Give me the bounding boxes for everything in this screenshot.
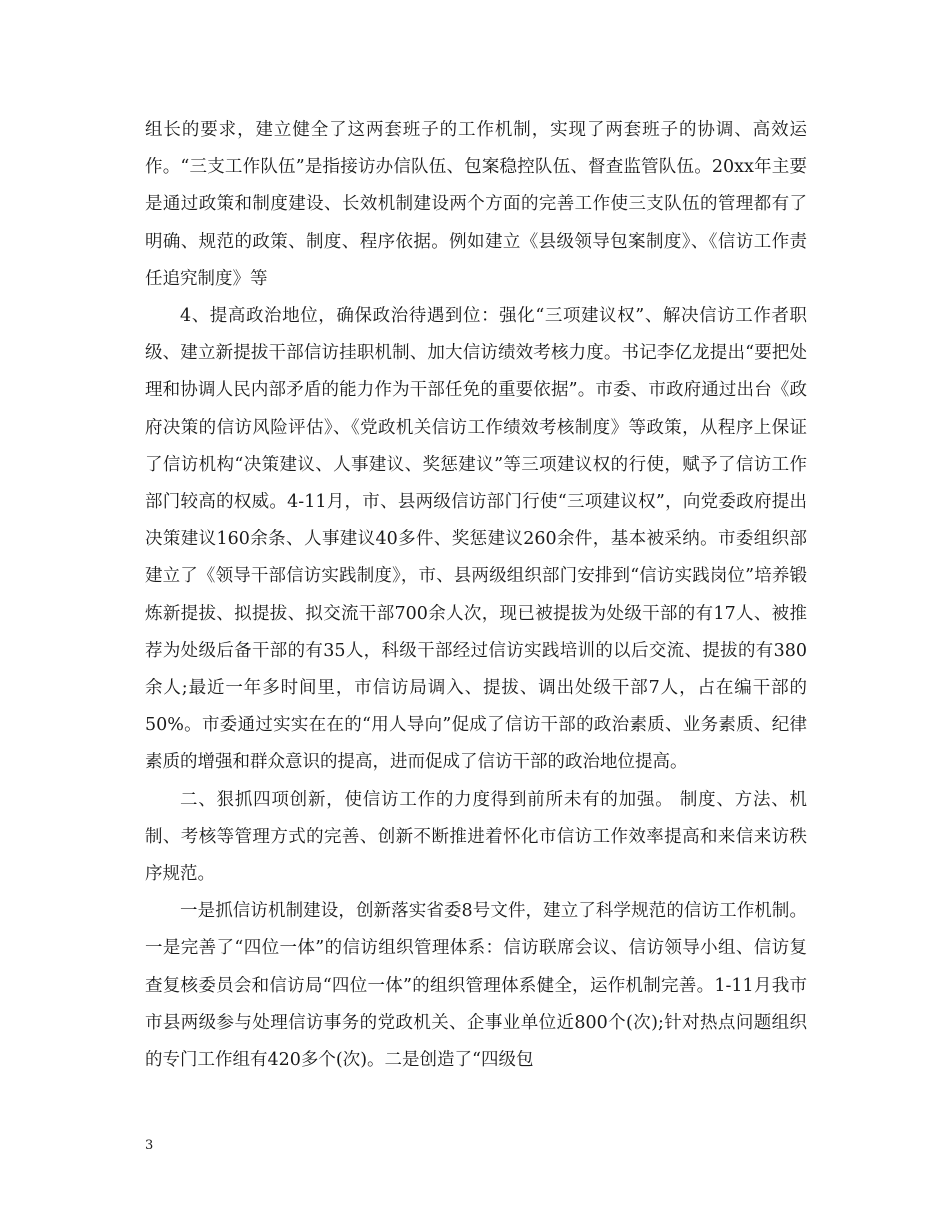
- page-number: 3: [145, 1138, 154, 1153]
- paragraph-four-innovations: 二、狠抓四项创新，使信访工作的力度得到前所未有的加强。 制度、方法、机制、考核等管理方式的完善、创新不断推进着怀化市信访工作效率提高和来信来访秩序规范。: [145, 789, 807, 885]
- paragraph-mechanism-building: 一是抓信访机制建设，创新落实省委8号文件，建立了科学规范的信访工作机制。一是完善了“四位一体”的信访组织管理体系：信访联席会议、信访领导小组、信访复查复核委员会和信访局“四位一体”的组织管理体系健全，运作机制完善。1-11月我市市县两级参与处理信访事务的党政机关、企事业单位近800个(次);针对热点问题组织的专门工作组有420多个(次)。二是创造了“四级包: [145, 901, 807, 1071]
- paragraph-continuation: 组长的要求，建立健全了这两套班子的工作机制，实现了两套班子的协调、高效运作。“三支工作队伍”是指接访办信队伍、包案稳控队伍、督查监管队伍。20xx年主要是通过政策和制度建设、长效机制建设两个方面的完善工作使三支队伍的管理都有了明确、规范的政策、制度、程序依据。例如建立《县级领导包案制度》、《信访工作责任追究制度》等: [145, 120, 807, 289]
- document-body: [145, 112, 807, 1079]
- paragraph-political-status: 4、提高政治地位，确保政治待遇到位：强化“三项建议权”、解决信访工作者职级、建立新提拔干部信访挂职机制、加大信访绩效考核力度。书记李亿龙提出“要把处理和协调人民内部矛盾的能力作为干部任免的重要依据”。市委、市政府通过出台《政府决策的信访风险评估》、《党政机关信访工作绩效考核制度》等政策，从程序上保证了信访机构“决策建议、人事建议、奖惩建议”等三项建议权的行使，赋予了信访工作部门较高的权威。4-11月，市、县两级信访部门行使“三项建议权”，向党委政府提出决策建议160余条、人事建议40多件、奖惩建议260余件，基本被采纳。市委组织部建立了《领导干部信访实践制度》，市、县两级组织部门安排到“信访实践岗位”培养锻炼新提拔、拟提拔、拟交流干部700余人次，现已被提拔为处级干部的有17人、被推荐为处级后备干部的有35人，科级干部经过信访实践培训的以后交流、提拔的有380余人;最近一年多时间里，市信访局调入、提拔、调出处级干部7人，占在编干部的50%。市委通过实实在在的“用人导向”促成了信访干部的政治素质、业务素质、纪律素质的增强和群众意识的提高，进而促成了信访干部的政治地位提高。: [145, 306, 807, 773]
